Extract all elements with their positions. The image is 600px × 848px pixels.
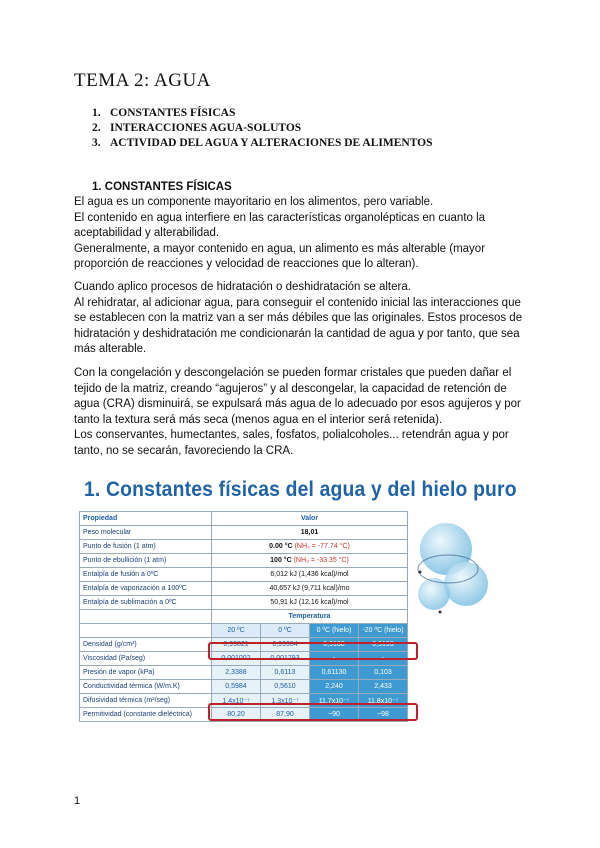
table-row: Entalpía de vaporización a 100ºC 40,657 kJ (9,711 kcal)/mo [80, 582, 408, 596]
table-row: Presión de vapor (kPa) 2,3388 0,6113 0,61130 0,103 [80, 666, 408, 680]
temp-col-header: -20 ºC (hielo) [359, 624, 408, 638]
constants-table [79, 511, 408, 722]
table-row: Peso molecular 18,01 [80, 526, 408, 540]
table-row: Viscosidad (Pa/seg) 0,001002 0,001793 - - [80, 652, 408, 666]
column-header-value: Valor [212, 512, 408, 526]
column-header-property: Propiedad [80, 512, 212, 526]
table-of-contents [92, 106, 433, 151]
temp-col-header: 0 ºC [261, 624, 310, 638]
document-title: TEMA 2: AGUA [74, 70, 211, 91]
paragraph: Con la congelación y descongelación se pueden formar cristales que pueden dañar el tejido de la matriz, creando “agujeros” y al descongelar, la capacidad de retención de agua (CRA) disminuirá, se expulsará más agua de lo adecuado por esos agujeros y por tanto la textura será más seca (menos agua en el interior será retenida). [74, 367, 521, 426]
temp-col-header: 0 ºC (hielo) [310, 624, 359, 638]
temperature-header: Temperatura [212, 610, 408, 624]
table-row: Difusividad térmica (m²/seg) 1,4x10⁻⁷ 1,3x10⁻⁷ 11,7x10⁻⁷ 11,8x10⁻⁷ [80, 694, 408, 708]
paragraph-block-3 [74, 366, 534, 460]
table-row: Permitividad (constante dieléctrica) 80,20 87,90 ~90 ~98 [80, 708, 408, 722]
table-row: Densidad (g/cm³) 0,99821 0,99984 0,9168 0,9193 [80, 638, 408, 652]
water-molecule-illustration [404, 514, 494, 624]
figure-title: 1. Constantes físicas del agua y del hielo puro [84, 478, 517, 501]
paragraph: El agua es un componente mayoritario en los alimentos, pero variable. [74, 196, 434, 208]
table-row: Conductividad térmica (W/m.K) 0,5984 0,5610 2,240 2,433 [80, 680, 408, 694]
toc-item: 3. ACTIVIDAD DEL AGUA Y ALTERACIONES DE ALIMENTOS [92, 137, 433, 149]
table-row: Entalpía de sublimación a 0ºC 50,91 kJ (12,16 kcal)/mol [80, 596, 408, 610]
toc-item: 2. INTERACCIONES AGUA-SOLUTOS [92, 122, 302, 134]
paragraph: El contenido en agua interfiere en las características organolépticas en cuanto la aceptabilidad y alterabilidad. [74, 211, 486, 240]
table-row: Punto de ebullición (1 atm) 100 °C (NH₃ = -33.35 °C) [80, 554, 408, 568]
page-number: 1 [74, 795, 81, 807]
paragraph-block-2 [74, 280, 534, 358]
paragraph: Al rehidratar, al adicionar agua, para conseguir el contenido inicial las interacciones que se establecen con la matriz van a ser más débiles que las originales. Estos procesos de hidratación y deshidratación me condicionarán la cantidad de agua y por tanto, que sea más alterable. [74, 296, 523, 356]
table-row: Entalpía de fusión a 0ºC 6,012 kJ (1,436 kcal)/mol [80, 568, 408, 582]
paragraph: Los conservantes, humectantes, sales, fosfatos, polialcoholes... retendrán agua y por tanto, no se secarán, favoreciendo la CRA. [74, 429, 509, 457]
highlight-density-row [208, 642, 418, 660]
highlight-diffusivity-row [208, 703, 418, 721]
table-row: Punto de fusión (1 atm) 0.00 °C (NH₃ = -77.74 °C) [80, 540, 408, 554]
paragraph: Cuando aplico procesos de hidratación o deshidratación se altera. [74, 281, 411, 293]
temp-col-header: 20 ºC [212, 624, 261, 638]
paragraph: Generalmente, a mayor contenido en agua, un alimento es más alterable (mayor proporción de reacciones y velocidad de reacciones que lo alteran). [74, 242, 486, 271]
toc-item: 1. CONSTANTES FÍSICAS [92, 107, 236, 119]
paragraph-block-1 [74, 195, 534, 273]
section-heading: 1. CONSTANTES FÍSICAS [92, 181, 232, 193]
